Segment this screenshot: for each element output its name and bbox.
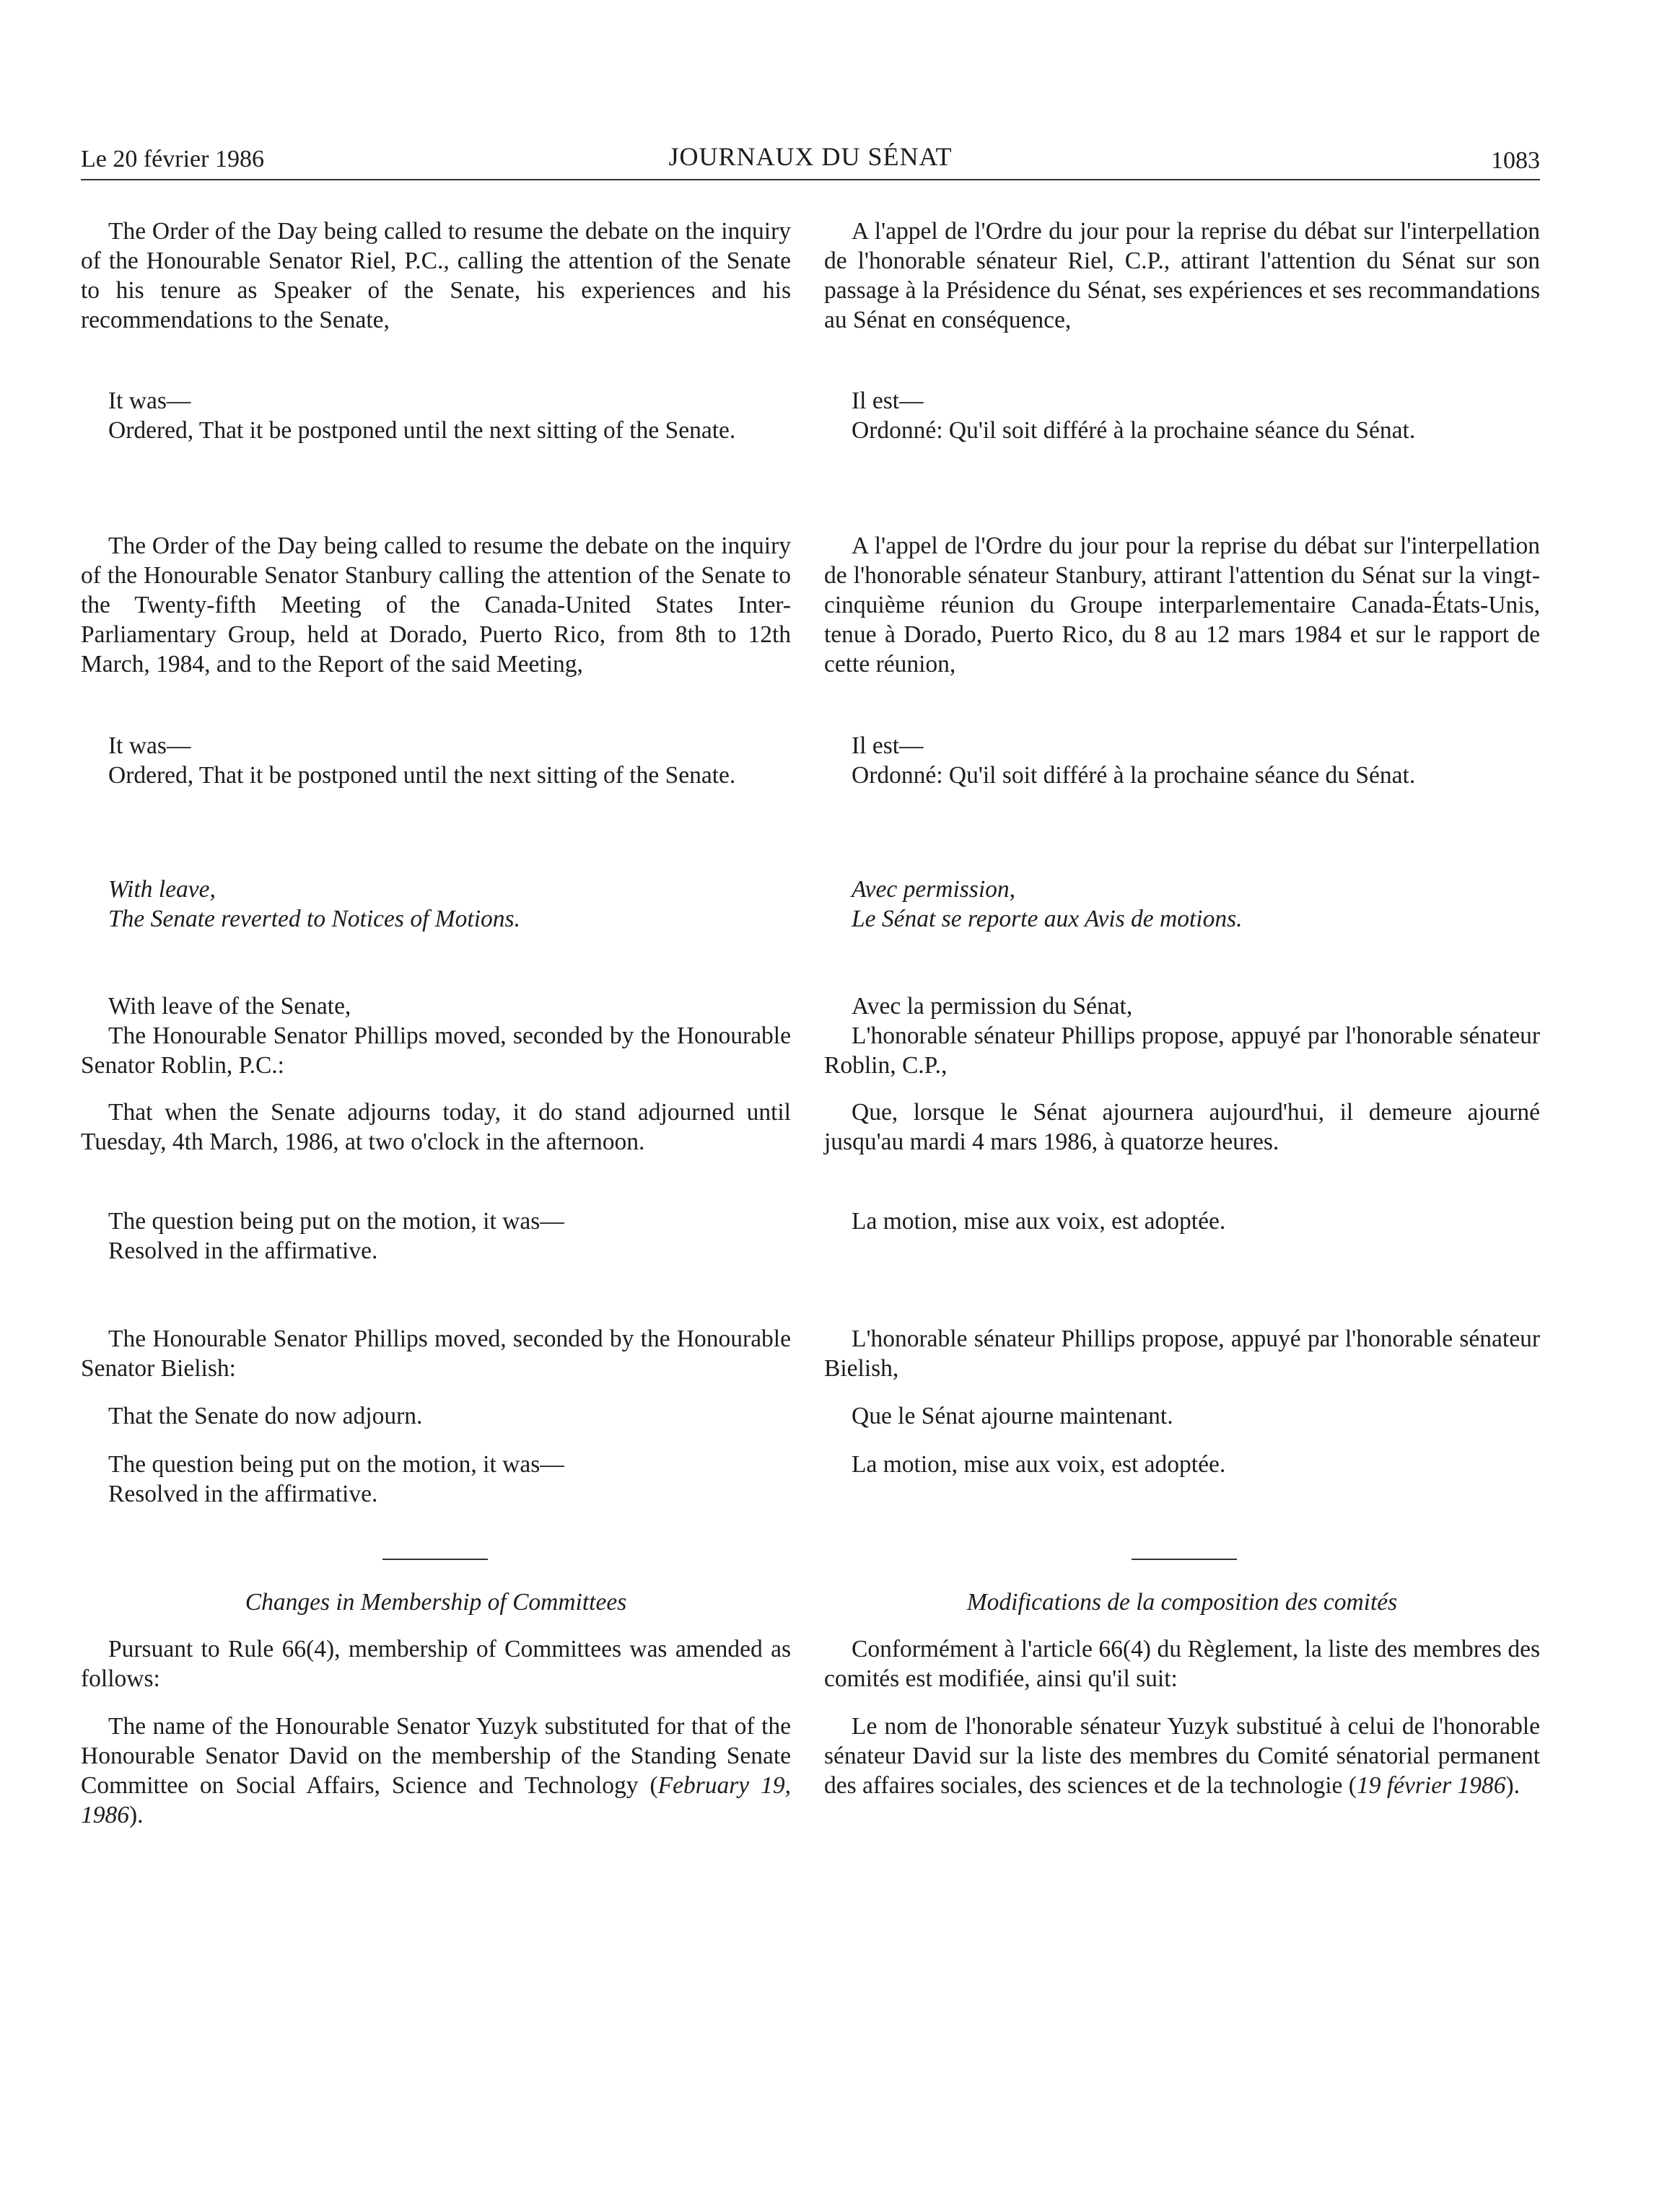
fr-s3-leave — [852, 875, 1540, 934]
fr-s2-result — [824, 731, 1540, 790]
fr-s5-motion: Que le Sénat ajourne maintenant. — [852, 1403, 1173, 1429]
fr-s5-adopted: La motion, mise aux voix, est adoptée. — [852, 1451, 1226, 1478]
en-s5-motion: That the Senate do now adjourn. — [108, 1403, 423, 1429]
en-s3-line2: The Senate reverted to Notices of Motions. — [108, 906, 520, 932]
fr-s2-ordonne: Ordonné: Qu'il soit différé à la prochaine séance du Sénat. — [852, 762, 1416, 789]
en-s4-result — [81, 1206, 791, 1266]
fr-s1-il-est: Il est— — [852, 387, 924, 414]
fr-s5-moved: L'honorable sénateur Phillips propose, appuyé par l'honorable sénateur Bielish, — [824, 1326, 1540, 1382]
en-s6-title: Changes in Membership of Committees — [245, 1589, 627, 1616]
fr-s1-result — [824, 386, 1540, 445]
en-s3-leave — [108, 875, 791, 934]
fr-s4-motion-block — [824, 991, 1540, 1080]
fr-s4-adopted: La motion, mise aux voix, est adoptée. — [852, 1208, 1226, 1235]
fr-s3-line1: Avec permission, — [852, 876, 1016, 903]
en-s2-result — [81, 731, 791, 790]
en-s2-para: The Order of the Day being called to resume the debate on the inquiry of the Honourable Senator Stanbury calling the attention of the Senate to the Twenty-fifth Meeting of the Canada-United States Inter-Parliamentary Group, held at Dorado, Puerto Rico, from 8th to 12th March, 1984, and to the Report of the said Meeting, — [81, 533, 791, 678]
fr-separator — [1132, 1559, 1237, 1560]
en-s4-motion-block — [81, 991, 791, 1080]
fr-s4-motion-text: Que, lorsque le Sénat ajournera aujourd'hui, il demeure ajourné jusqu'au mardi 4 mars 1986, à quatorze heures. — [824, 1099, 1540, 1155]
fr-s2-il-est: Il est— — [852, 732, 924, 759]
en-s6-p2: The name of the Honourable Senator Yuzyk substituted for that of the Honourable Senator David on the membership of the Standing Senate Committee on Social Affairs, Science and Technology (February 19, 1986). — [81, 1713, 792, 1828]
fr-s1-ordonne: Ordonné: Qu'il soit différé à la prochaine séance du Sénat. — [852, 417, 1416, 444]
en-s3-line1: With leave, — [108, 876, 216, 903]
en-s5-result — [81, 1450, 791, 1509]
en-s4-moved: The Honourable Senator Phillips moved, seconded by the Honourable Senator Roblin, P.C.: — [81, 1022, 791, 1079]
fr-s1-para: A l'appel de l'Ordre du jour pour la reprise du débat sur l'interpellation de l'honorable sénateur Riel, C.P., attirant l'attention du Sénat sur son passage à la Présidence du Sénat, ses expériences et ses recommandations au Sénat en conséquence, — [824, 218, 1540, 333]
fr-s3-line2: Le Sénat se reporte aux Avis de motions. — [852, 906, 1243, 932]
page-header — [81, 141, 1540, 180]
en-s4-leave: With leave of the Senate, — [108, 993, 351, 1020]
en-s5-question: The question being put on the motion, it was— — [108, 1451, 564, 1478]
journal-title: JOURNAUX DU SÉNAT — [668, 142, 953, 171]
en-s2-ordered: Ordered, That it be postponed until the next sitting of the Senate. — [108, 762, 736, 789]
en-separator — [382, 1559, 488, 1560]
en-s1-ordered: Ordered, That it be postponed until the next sitting of the Senate. — [108, 417, 736, 444]
fr-s6-title: Modifications de la composition des comités — [966, 1589, 1398, 1616]
fr-s6-date: 19 février 1986 — [1356, 1772, 1506, 1799]
fr-s2-para: A l'appel de l'Ordre du jour pour la reprise du débat sur l'interpellation de l'honorable sénateur Stanbury, attirant l'attention du Sénat sur la vingt-cinquième réunion du Groupe interparlementaire Canada-États-Unis, tenue à Dorado, Puerto Rico, du 8 au 12 mars 1984 et sur le rapport de cette réunion, — [824, 533, 1540, 678]
fr-s4-leave: Avec la permission du Sénat, — [852, 993, 1133, 1020]
header-date: Le 20 février 1986 — [81, 146, 264, 172]
fr-s4-moved: L'honorable sénateur Phillips propose, appuyé par l'honorable sénateur Roblin, C.P., — [824, 1022, 1540, 1079]
en-s4-question: The question being put on the motion, it was— — [108, 1208, 564, 1235]
fr-s6-p2: Le nom de l'honorable sénateur Yuzyk substitué à celui de l'honorable sénateur David sur la liste des membres du Comité sénatorial permanent des affaires sociales, des sciences et de la technologie (19 février 1986). — [824, 1713, 1540, 1799]
en-s1-para: The Order of the Day being called to resume the debate on the inquiry of the Honourable Senator Riel, P.C., calling the attention of the Senate to his tenure as Speaker of the Senate, his experiences and his recommendations to the Senate, — [81, 218, 791, 333]
en-s1-it-was: It was— — [108, 387, 191, 414]
en-s4-motion-text: That when the Senate adjourns today, it do stand adjourned until Tuesday, 4th March, 1986, at two o'clock in the afternoon. — [81, 1099, 791, 1155]
en-s2-it-was: It was— — [108, 732, 191, 759]
en-s5-resolved: Resolved in the affirmative. — [108, 1481, 378, 1507]
en-s6-date: February 19, 1986 — [81, 1772, 792, 1828]
en-s6-p1: Pursuant to Rule 66(4), membership of Committees was amended as follows: — [81, 1636, 791, 1692]
en-s4-resolved: Resolved in the affirmative. — [108, 1237, 378, 1264]
fr-s6-p1: Conformément à l'article 66(4) du Règlement, la liste des membres des comités est modifiée, ainsi qu'il suit: — [824, 1636, 1540, 1692]
en-s1-result — [81, 386, 791, 445]
en-s5-moved: The Honourable Senator Phillips moved, seconded by the Honourable Senator Bielish: — [81, 1326, 791, 1382]
page-number: 1083 — [1491, 147, 1540, 174]
